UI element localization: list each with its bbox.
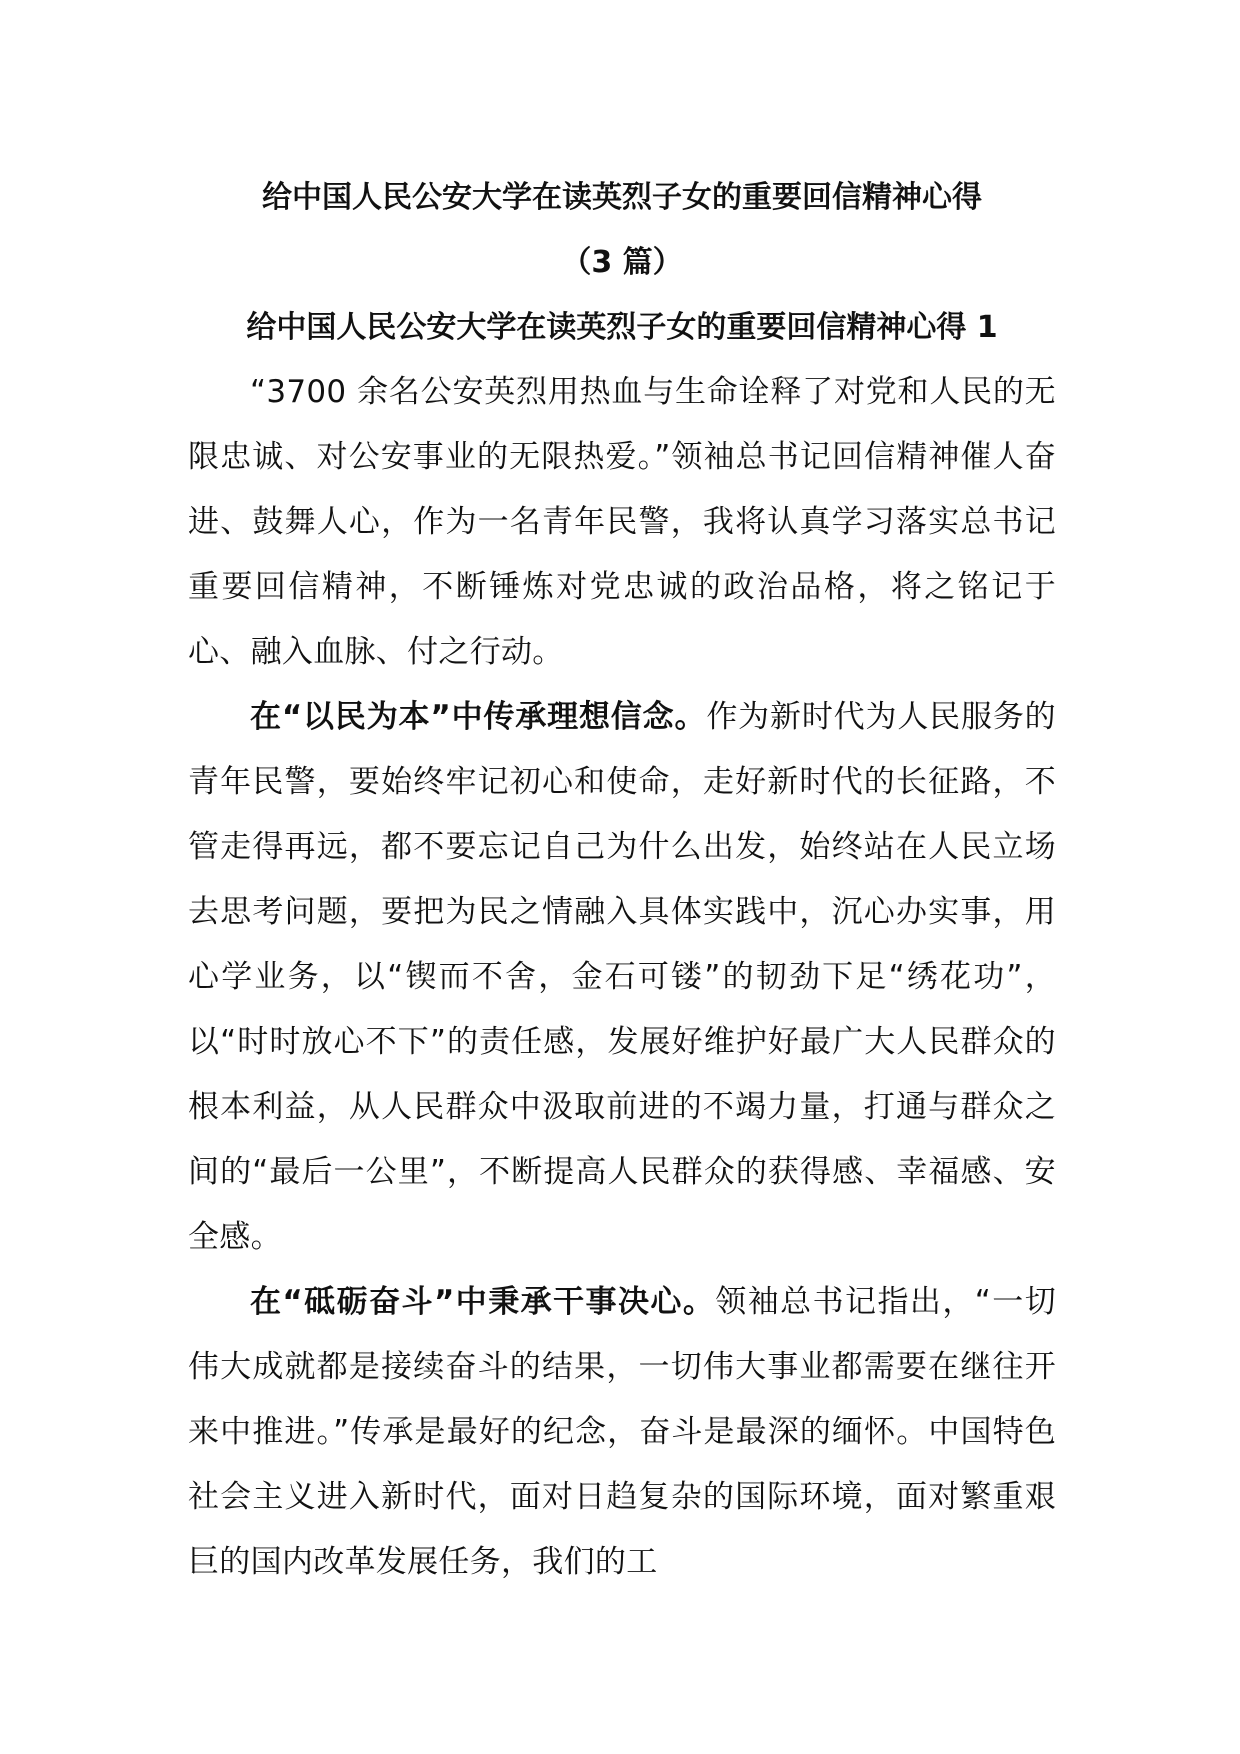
document-title-line-2: （3 篇） (561, 245, 683, 280)
paragraph-1 (188, 360, 1056, 685)
paragraph-2 (188, 685, 1056, 1270)
section-heading: 给中国人民公安大学在读英烈子女的重要回信精神心得 1 (246, 310, 998, 345)
paragraph-3 (188, 1270, 1056, 1595)
paragraph-2-lead: 在“以民为本”中传承理想信念。 (250, 699, 707, 735)
paragraph-3-lead: 在“砥砺奋斗”中秉承干事决心。 (250, 1284, 716, 1320)
paragraph-2-text: 作为新时代为人民服务的青年民警，要始终牢记初心和使命，走好新时代的长征路，不管走得再远，都不要忘记自己为什么出发，始终站在人民立场去思考问题，要把为民之情融入具体实践中，沉心办实事，用心学业务，以“锲而不舍，金石可镂”的韧劲下足“绣花功”，以“时时放心不下”的责任感，发展好维护好最广大人民群众的根本利益，从人民群众中汲取前进的不竭力量，打通与群众之间的“最后一公里”，不断提高人民群众的获得感、幸福感、安全感。 (188, 699, 1056, 1255)
paragraph-3-text: 领袖总书记指出，“一切伟大成就都是接续奋斗的结果，一切伟大事业都需要在继往开来中推进。”传承是最好的纪念，奋斗是最深的缅怀。中国特色社会主义进入新时代，面对日趋复杂的国际环境，面对繁重艰巨的国内改革发展任务，我们的工 (188, 1284, 1056, 1580)
paragraph-1-text: “3700 余名公安英烈用热血与生命诠释了对党和人民的无限忠诚、对公安事业的无限热爱。”领袖总书记回信精神催人奋进、鼓舞人心，作为一名青年民警，我将认真学习落实总书记重要回信精神，不断锤炼对党忠诚的政治品格，将之铭记于心、融入血脉、付之行动。 (188, 374, 1056, 670)
document-page (188, 165, 1056, 1595)
document-title-line-1: 给中国人民公安大学在读英烈子女的重要回信精神心得 (262, 180, 982, 215)
